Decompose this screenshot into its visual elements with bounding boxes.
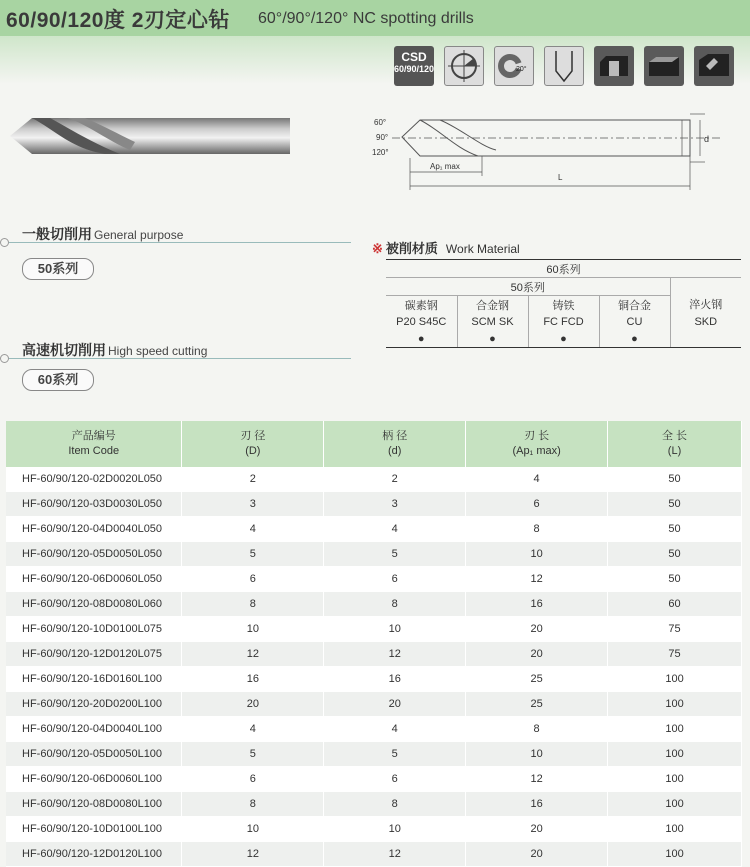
material-cn-hardened: 淬火钢 (689, 299, 723, 312)
header-en: (L) (667, 445, 682, 457)
blade-length-cell: 20 (466, 817, 608, 842)
blade-dia-cell: 4 (182, 717, 324, 742)
high-speed-title-en: High speed cutting (108, 344, 208, 358)
wm-series60-row (386, 260, 741, 278)
table-row (6, 467, 742, 492)
overall-length-cell: 100 (608, 767, 742, 792)
material-code-alloy: SCM SK (457, 313, 528, 330)
item-code-cell: HF-60/90/120-04D0040L100 (6, 717, 182, 742)
item-code-cell: HF-60/90/120-04D0040L050 (6, 517, 182, 542)
blade-dia-cell: 16 (182, 667, 324, 692)
section-divider (9, 358, 351, 359)
shank-dia-cell: 5 (324, 742, 466, 767)
series-60-badge: 60系列 (22, 369, 94, 391)
blade-dia-cell: 5 (182, 742, 324, 767)
item-spec-table (6, 421, 742, 867)
item-code-cell: HF-60/90/120-03D0030L050 (6, 492, 182, 517)
item-code-cell: HF-60/90/120-08D0080L100 (6, 792, 182, 817)
item-code-cell: HF-60/90/120-05D0050L050 (6, 542, 182, 567)
table-row (6, 517, 742, 542)
csd-badge-line2: 60/90/120 (394, 64, 435, 74)
material-code-carbon: P20 S45C (386, 313, 457, 330)
material-cn-cast: 铸铁 (528, 296, 599, 314)
center-point-icon (444, 46, 484, 86)
material-cn-alloy: 合金钢 (457, 296, 528, 314)
general-purpose-title-cn: 一般切削用 (22, 226, 92, 242)
blade-dia-cell: 12 (182, 642, 324, 667)
overall-length-cell: 60 (608, 592, 742, 617)
workpiece-chamfer-icon (694, 46, 734, 86)
blade-length-cell: 10 (466, 742, 608, 767)
note-mark: ※ (372, 241, 383, 256)
drill-photo (10, 112, 290, 158)
item-code-cell: HF-60/90/120-16D0160L100 (6, 667, 182, 692)
table-row (6, 742, 742, 767)
blade-dia-cell: 6 (182, 567, 324, 592)
material-cn-carbon: 碳素钢 (386, 296, 457, 314)
table-row (6, 692, 742, 717)
d-label: d (704, 134, 710, 144)
blade-length-cell: 10 (466, 542, 608, 567)
material-code-hardened: SKD (694, 315, 718, 328)
header-cn: 产品编号 (71, 430, 116, 442)
blade-length-cell: 6 (466, 492, 608, 517)
header-en: (Ap₁ max) (512, 445, 561, 457)
l-label: L (558, 173, 563, 182)
shank-dia-cell: 8 (324, 592, 466, 617)
shank-dia-cell: 12 (324, 642, 466, 667)
wm-empty-cell (670, 278, 741, 296)
header-banner (0, 0, 750, 36)
wm-mark-row (386, 330, 741, 348)
shank-dia-cell: 6 (324, 767, 466, 792)
material-mark-copper: ● (599, 330, 670, 348)
series-60-header: 60系列 (386, 260, 741, 278)
blade-dia-cell: 4 (182, 517, 324, 542)
wm-cn-row (386, 296, 741, 314)
material-mark-hardened (670, 330, 741, 348)
table-row (6, 592, 742, 617)
section-marker (0, 238, 9, 247)
ap-max-label: Ap₁ max (430, 162, 460, 171)
blade-length-cell: 12 (466, 567, 608, 592)
header-cn: 刃 径 (240, 430, 266, 442)
shank-dia-cell: 5 (324, 542, 466, 567)
item-code-cell: HF-60/90/120-10D0100L100 (6, 817, 182, 842)
table-row (6, 792, 742, 817)
helix-angle-label: 20° (516, 66, 527, 73)
blade-length-cell: 25 (466, 692, 608, 717)
table-row (6, 667, 742, 692)
point-angle-icon (544, 46, 584, 86)
workpiece-bevel-icon (644, 46, 684, 86)
overall-length-cell: 50 (608, 467, 742, 492)
blade-dia-cell: 2 (182, 467, 324, 492)
blade-length-cell: 16 (466, 792, 608, 817)
table-row (6, 717, 742, 742)
header-cn: 柄 径 (382, 430, 408, 442)
item-code-cell: HF-60/90/120-12D0120L100 (6, 842, 182, 867)
table-row (6, 492, 742, 517)
item-code-cell: HF-60/90/120-02D0020L050 (6, 467, 182, 492)
header-cn: 刃 长 (524, 430, 550, 442)
work-material-title-cn: 被削材质 (385, 241, 438, 256)
general-purpose-title (22, 224, 183, 244)
series-50-header: 50系列 (386, 278, 670, 296)
blade-dia-cell: 10 (182, 617, 324, 642)
series-50-badge: 50系列 (22, 258, 94, 280)
shank-dia-cell: 10 (324, 817, 466, 842)
material-code-cast: FC FCD (528, 313, 599, 330)
blade-dia-cell: 20 (182, 692, 324, 717)
header-fade (0, 36, 750, 84)
blade-dia-cell: 5 (182, 542, 324, 567)
blade-length-cell: 16 (466, 592, 608, 617)
csd-badge-icon (394, 46, 434, 86)
work-material-title-en: Work Material (445, 242, 520, 256)
item-code-cell: HF-60/90/120-08D0080L060 (6, 592, 182, 617)
shank-dia-cell: 12 (324, 842, 466, 867)
item-code-cell: HF-60/90/120-10D0100L075 (6, 617, 182, 642)
blade-length-cell: 8 (466, 717, 608, 742)
table-row (6, 542, 742, 567)
table-header-row (6, 421, 742, 467)
overall-length-cell: 100 (608, 692, 742, 717)
col-header-overall-length (608, 421, 742, 467)
shank-dia-cell: 2 (324, 467, 466, 492)
item-code-cell: HF-60/90/120-06D0060L100 (6, 767, 182, 792)
item-code-cell: HF-60/90/120-12D0120L075 (6, 642, 182, 667)
item-code-cell: HF-60/90/120-06D0060L050 (6, 567, 182, 592)
overall-length-cell: 75 (608, 617, 742, 642)
overall-length-cell: 50 (608, 567, 742, 592)
overall-length-cell: 50 (608, 517, 742, 542)
angle-120-label: 120° (372, 148, 389, 157)
table-row (6, 567, 742, 592)
shank-dia-cell: 8 (324, 792, 466, 817)
blade-dia-cell: 10 (182, 817, 324, 842)
blade-length-cell: 4 (466, 467, 608, 492)
material-cn-copper: 铜合金 (599, 296, 670, 314)
drill-dimension-diagram (370, 100, 740, 200)
overall-length-cell: 50 (608, 542, 742, 567)
overall-length-cell: 100 (608, 842, 742, 867)
blade-length-cell: 8 (466, 517, 608, 542)
high-speed-title (22, 340, 207, 360)
header-en: (D) (245, 445, 261, 457)
col-header-shank-dia (324, 421, 466, 467)
material-mark-alloy: ● (457, 330, 528, 348)
col-header-blade-dia (182, 421, 324, 467)
angle-90-label: 90° (376, 133, 389, 142)
shank-dia-cell: 3 (324, 492, 466, 517)
blade-length-cell: 12 (466, 767, 608, 792)
overall-length-cell: 100 (608, 792, 742, 817)
blade-dia-cell: 6 (182, 767, 324, 792)
shank-dia-cell: 6 (324, 567, 466, 592)
work-material-table (386, 259, 741, 348)
blade-dia-cell: 8 (182, 792, 324, 817)
wm-series50-row (386, 278, 741, 296)
col-header-blade-length (466, 421, 608, 467)
overall-length-cell: 100 (608, 742, 742, 767)
overall-length-cell: 50 (608, 492, 742, 517)
wm-code-row (386, 313, 741, 330)
blade-length-cell: 20 (466, 617, 608, 642)
table-row (6, 767, 742, 792)
item-code-cell: HF-60/90/120-20D0200L100 (6, 692, 182, 717)
item-code-cell: HF-60/90/120-05D0050L100 (6, 742, 182, 767)
overall-length-cell: 100 (608, 717, 742, 742)
general-purpose-title-en: General purpose (94, 228, 184, 242)
table-row (6, 617, 742, 642)
angle-60-label: 60° (374, 118, 387, 127)
page-title-en: 60°/90°/120° NC spotting drills (258, 10, 474, 27)
section-divider (9, 242, 351, 243)
table-row (6, 642, 742, 667)
table-row (6, 842, 742, 867)
header-en: Item Code (68, 445, 120, 457)
work-material-title (372, 238, 520, 257)
overall-length-cell: 100 (608, 817, 742, 842)
blade-dia-cell: 3 (182, 492, 324, 517)
overall-length-cell: 75 (608, 642, 742, 667)
shank-dia-cell: 20 (324, 692, 466, 717)
table-row (6, 817, 742, 842)
page-title-cn: 60/90/120度 2刃定心钻 (6, 9, 230, 32)
shank-dia-cell: 10 (324, 617, 466, 642)
blade-length-cell: 25 (466, 667, 608, 692)
item-rows (6, 467, 742, 867)
blade-dia-cell: 12 (182, 842, 324, 867)
header-cn: 全 长 (662, 430, 688, 442)
shank-dia-cell: 4 (324, 517, 466, 542)
high-speed-title-cn: 高速机切削用 (22, 342, 106, 358)
workpiece-slot-icon (594, 46, 634, 86)
material-mark-cast: ● (528, 330, 599, 348)
section-marker (0, 354, 9, 363)
material-mark-carbon: ● (386, 330, 457, 348)
shank-dia-cell: 4 (324, 717, 466, 742)
overall-length-cell: 100 (608, 667, 742, 692)
header-en: (d) (388, 445, 402, 457)
helix-angle-icon (494, 46, 534, 86)
csd-badge-line1: CSD (401, 50, 427, 64)
blade-length-cell: 20 (466, 842, 608, 867)
blade-dia-cell: 8 (182, 592, 324, 617)
shank-dia-cell: 16 (324, 667, 466, 692)
material-code-copper: CU (599, 313, 670, 330)
col-header-item-code (6, 421, 182, 467)
blade-length-cell: 20 (466, 642, 608, 667)
